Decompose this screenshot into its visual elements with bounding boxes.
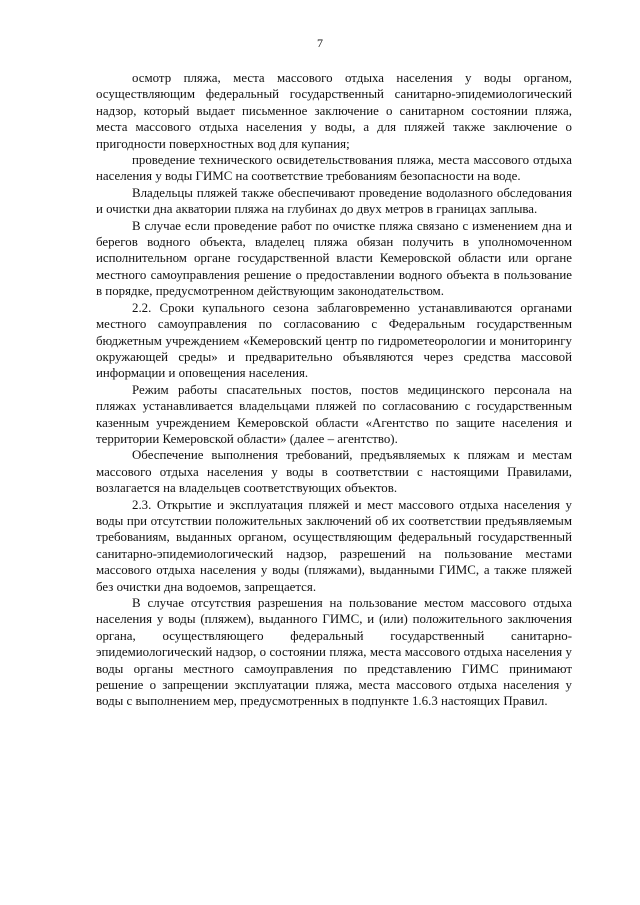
document-body (96, 70, 572, 710)
paragraph-diving-inspection: Владельцы пляжей также обеспечивают проведение водолазного обследования и очистки дна акватории пляжа на глубинах до двух метров в границах заплыва. (96, 185, 572, 217)
paragraph-2-3-opening-prohibition: 2.3. Открытие и эксплуатация пляжей и мест массового отдыха населения у воды при отсутствии положительных заключений об их соответствии предъявляемым требованиям, выданных органом, осуществляющим федеральный государственный санитарно-эпидемиологический надзор, разрешений на пользование местами массового отдыха населения у воды (пляжами), выданными ГИМС, а также пляжей без очистки дна водоемов, запрещается. (96, 497, 572, 594)
page-number: 7 (317, 36, 323, 50)
paragraph-bottom-cleaning-permission: В случае если проведение работ по очистке пляжа связано с изменением дна и берегов водного объекта, владелец пляжа обязан получить в уполномоченном исполнительном органе государственной власти Кемеровской области или органе местного самоуправления решение о предоставлении водного объекта в пользование в порядке, предусмотренном действующим законодательством. (96, 218, 572, 299)
paragraph-requirements-owners: Обеспечение выполнения требований, предъявляемых к пляжам и местам массового отдыха населения у воды в соответствии с настоящими Правилами, возлагается на владельцев соответствующих объектов. (96, 448, 572, 496)
paragraph-inspection-beach: осмотр пляжа, места массового отдыха населения у воды органом, осуществляющим федеральный государственный санитарно-эпидемиологический надзор, который выдает письменное заключение о санитарном состоянии пляжа, места массового отдыха населения у воды, а для пляжей также заключение о пригодности поверхностных вод для купания; (96, 71, 572, 151)
paragraph-rescue-post-schedule: Режим работы спасательных постов, постов медицинского персонала на пляжах устанавливается владельцами пляжей по согласованию с государственным казенным учреждением Кемеровской области «Агентство по защите населения и территории Кемеровской области» (далее – агентство). (96, 382, 572, 446)
paragraph-technical-survey: проведение технического освидетельствования пляжа, места массового отдыха населения у воды ГИМС на соответствие требованиям безопасности на воде. (96, 153, 572, 184)
paragraph-operation-ban: В случае отсутствия разрешения на пользование местом массового отдыха населения у воды (пляжем), выданного ГИМС, и (или) положительного заключения органа, осуществляющего федеральный государственный санитарно-эпидемиологический надзор, о состоянии пляжа, места массового отдыха населения у воды органы местного самоуправления по представлению ГИМС принимают решение о запрещении эксплуатации пляжа, места массового отдыха населения у воды с выполнением мер, предусмотренных в подпункте 1.6.3 настоящих Правил. (96, 596, 572, 709)
paragraph-2-2-bathing-season: 2.2. Сроки купального сезона заблаговременно устанавливаются органами местного самоуправления по согласованию с Федеральным государственным бюджетным учреждением «Кемеровский центр по гидрометеорологии и мониторингу окружающей среды» и предварительно объявляются через средства массовой информации и оповещения населения. (96, 300, 572, 381)
